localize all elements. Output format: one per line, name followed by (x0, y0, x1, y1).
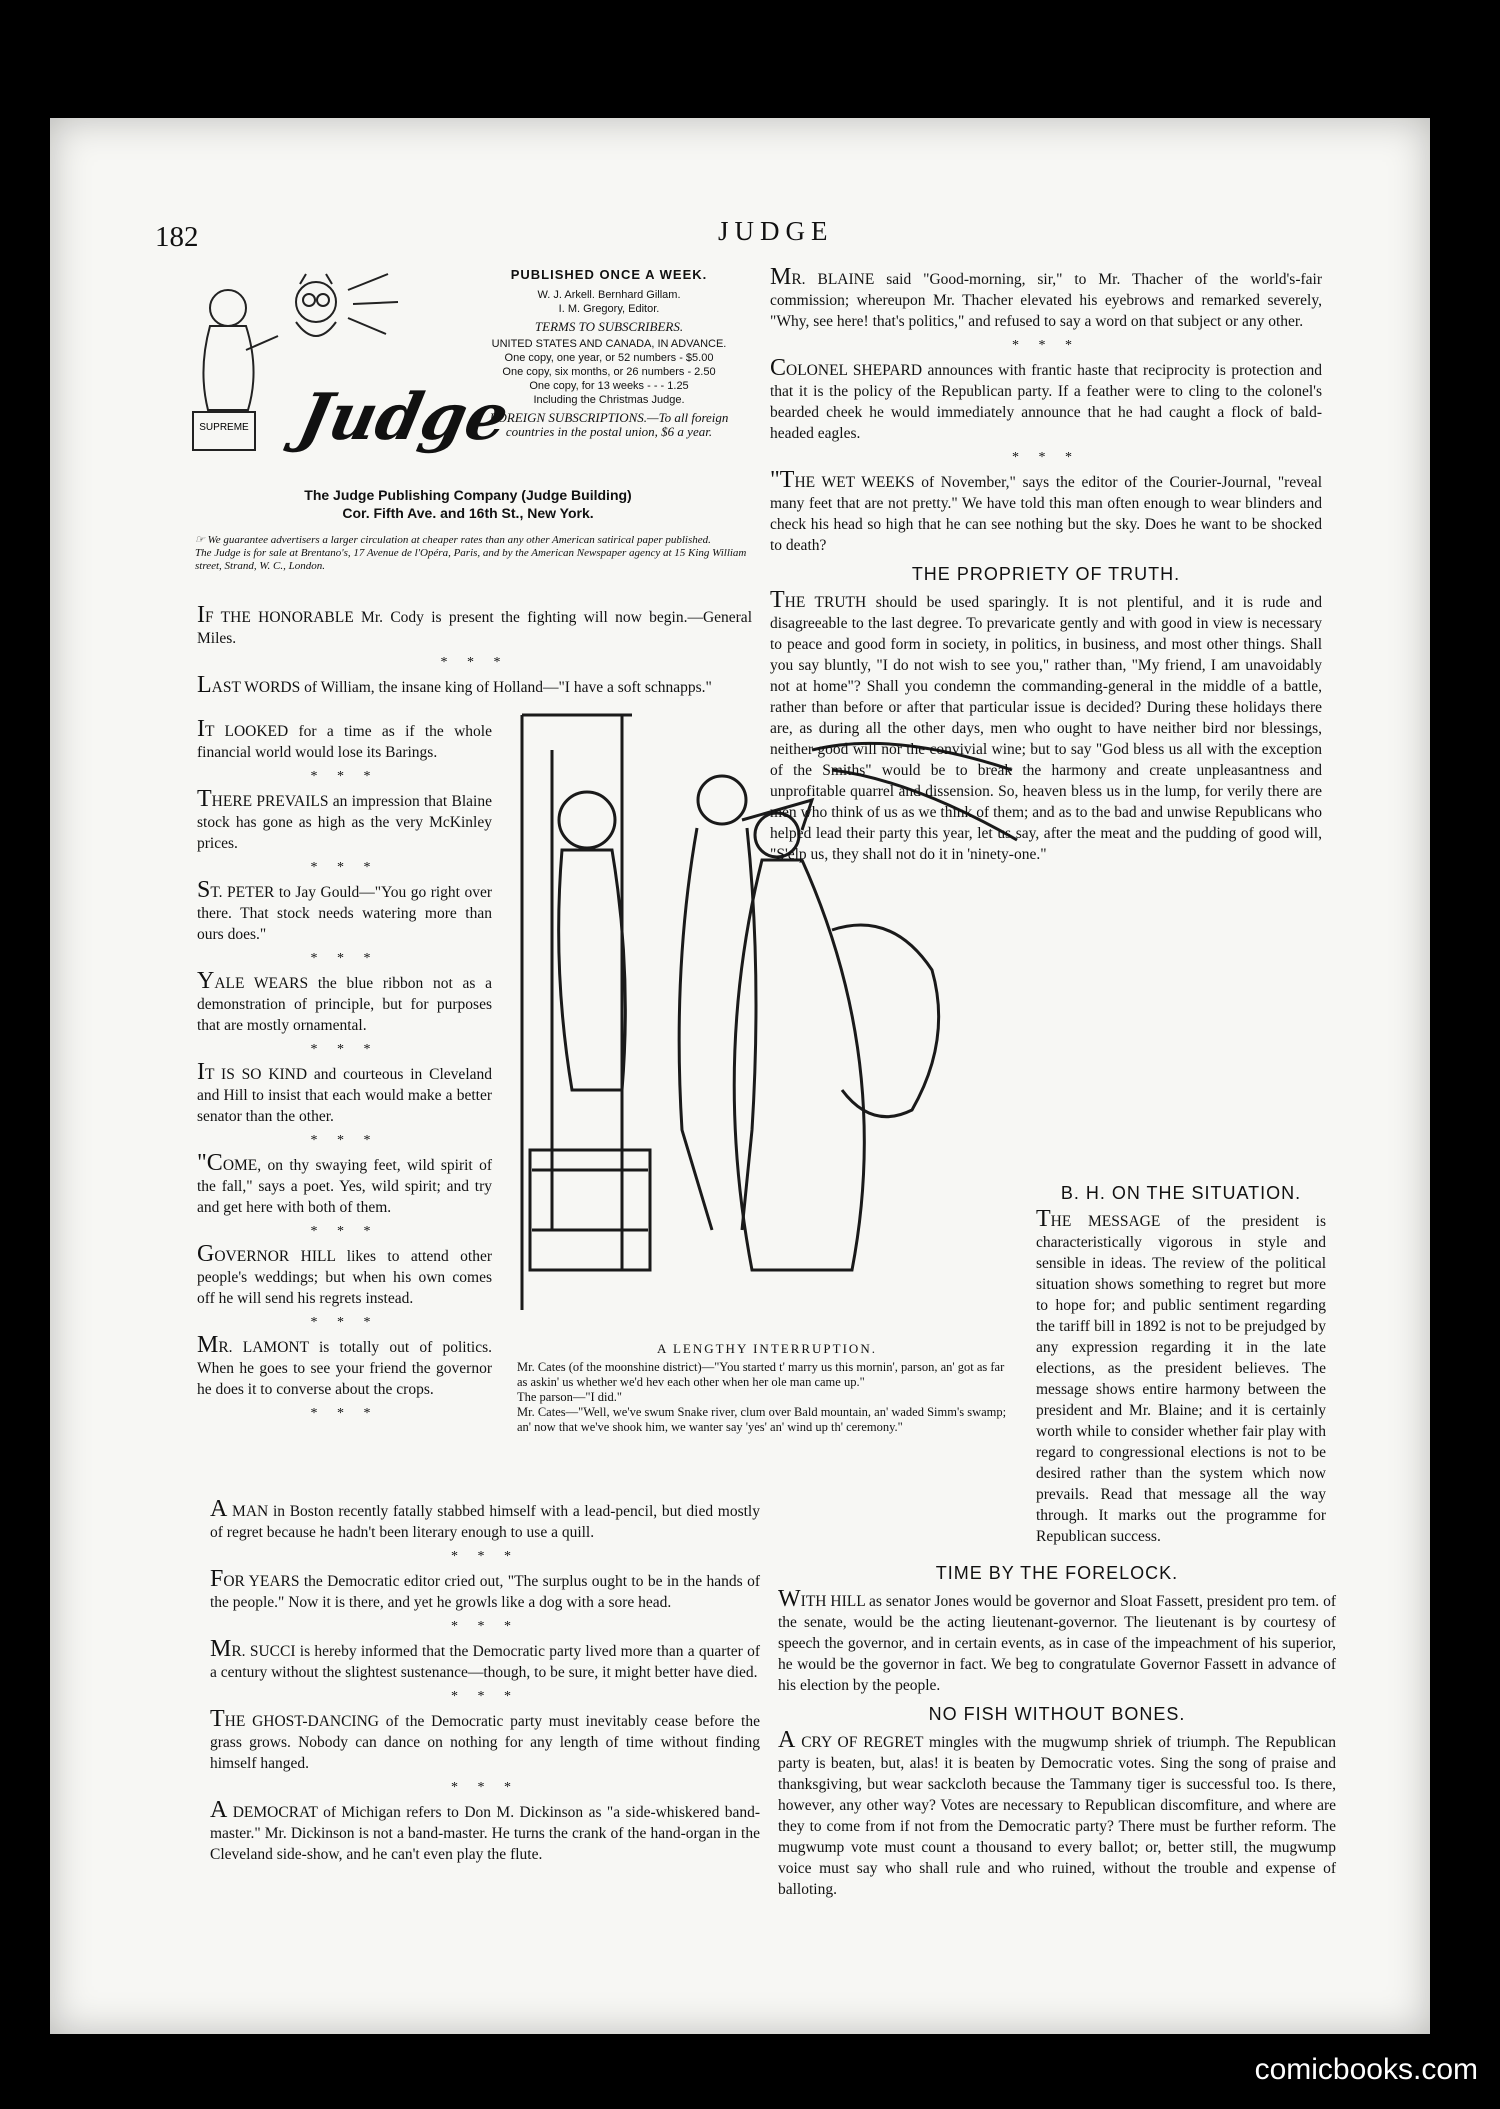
page-number: 182 (155, 221, 199, 253)
paragraph (210, 1636, 760, 1683)
paragraph-text: OLONEL SHEPARD announces with frantic haste that reciprocity is protection and that it is the policy of the Republican party. If a feather were to cling to the colonel's bearded cheek he would immediately announce that he had caught a flock of bald-headed eagles. (770, 362, 1322, 442)
separator-stars: * * * (310, 1224, 379, 1239)
rate-2: One copy, six months, or 26 numbers - 2.50 (502, 366, 716, 378)
paragraph-text: T IS SO KIND and courteous in Cleveland and Hill to insist that each would make a better senator than the other. (197, 1066, 492, 1125)
terms-region: UNITED STATES AND CANADA, IN ADVANCE. (491, 338, 727, 350)
paragraph (210, 1706, 760, 1774)
staff-line-1: W. J. Arkell. Bernhard Gillam. (537, 289, 681, 301)
caption-line-3: Mr. Cates—"Well, we've swum Snake river, clum over Bald mountain, an' waded Simm's swamp; an' now that we've shook him, we wanter say 'yes' an' wind up th' ceremony." (517, 1405, 1007, 1434)
right-column-bottom (778, 1555, 1336, 1906)
left-narrow-column (197, 716, 492, 1427)
paragraph-text: R. LAMONT is totally out of politics. When he goes to see your friend the governor he does it to converse about the crops. (197, 1339, 492, 1398)
company-address (198, 486, 738, 522)
drop-cap: F (210, 1566, 224, 1592)
publication-frequency: PUBLISHED ONCE A WEEK. (510, 267, 708, 282)
paragraph (770, 467, 1322, 556)
paragraph (197, 1150, 492, 1218)
logo-wordmark: Judge (292, 380, 516, 455)
company-name: The Judge Publishing Company (Judge Building) (304, 487, 632, 503)
paragraph (197, 877, 492, 945)
bottom-left-column (210, 1496, 760, 1871)
bh-heading: B. H. ON THE SITUATION. (1060, 1183, 1302, 1203)
separator-stars: * * * (1012, 338, 1080, 353)
publication-info (478, 268, 740, 442)
separator-stars: * * * (310, 1133, 379, 1148)
propriety-heading: THE PROPRIETY OF TRUTH. (911, 564, 1181, 584)
logo-box-label: SUPREME (199, 422, 249, 433)
separator-stars: * * * (310, 860, 379, 875)
bones-heading: NO FISH WITHOUT BONES. (928, 1704, 1186, 1724)
paragraph (778, 1727, 1336, 1900)
drop-cap: M (770, 264, 792, 290)
paragraph (197, 1241, 492, 1309)
separator-stars: * * * (310, 1042, 379, 1057)
separator-stars: * * * (310, 1406, 379, 1421)
paragraph-text: R. BLAINE said "Good-morning, sir," to Mr. Thacher of the world's-fair commission; whereupon Mr. Thacher elevated his eyebrows and remarked severely, "Why, see here! that's politics," and refused to say a word on that subject or any other. (770, 271, 1322, 330)
drop-cap: G (197, 1241, 215, 1267)
paragraph-text: HE WET WEEKS of November," says the editor of the Courier-Journal, "reveal many feet that are not pretty." We have told this man often enough to wear blinders and check his head so high that he can see nothing but the sky. Does he want to be shocked to death? (770, 474, 1322, 554)
drop-cap: "T (770, 467, 795, 493)
right-column-top (770, 264, 1322, 871)
drop-cap: T (770, 587, 785, 613)
paragraph-text: T. PETER to Jay Gould—"You go right over there. That stock needs watering more than ours does." (197, 884, 492, 943)
drop-cap: M (197, 1332, 219, 1358)
paragraph-text: DEMOCRAT of Michigan refers to Don M. Dickinson as "a side-whiskered band-master." Mr. Dickinson is not a band-master. He turns the crank of the hand-organ in the Cleveland side-show, and he can't even play the flute. (210, 1804, 760, 1863)
paragraph (770, 355, 1322, 444)
paragraph-text: HE GHOST-DANCING of the Democratic party must inevitably cease before the grass grows. Nobody can dance on nothing for any length of time without finding himself hanged. (210, 1713, 760, 1772)
paragraph (197, 1332, 492, 1400)
drop-cap: T (197, 786, 212, 812)
drop-cap: T (210, 1706, 225, 1732)
paragraph-text: OR YEARS the Democratic editor cried out, "The surplus ought to be in the hands of the people." Now it is there, and yet he growls like a dog with a sore head. (210, 1573, 760, 1611)
separator-stars: * * * (310, 769, 379, 784)
drop-cap: W (778, 1586, 801, 1612)
drop-cap: I (197, 602, 205, 628)
paragraph-text: OVERNOR HILL likes to attend other people's weddings; but when his own comes off he will send his regrets instead. (197, 1248, 492, 1307)
caption-line-1: Mr. Cates (of the moonshine district)—"You started t' marry us this mornin', parson, an' got as far as askin' us whether we'd hev each other when her ole man came up." (517, 1360, 1005, 1389)
paragraph (197, 602, 752, 649)
drop-cap: A (210, 1797, 228, 1823)
drop-cap: A (210, 1496, 228, 1522)
paragraph-text: HE MESSAGE of the president is characteristically vigorous in style and sensible in ideas. The review of the political situation shows something to regret but more to hope for; and public sentiment regarding the tariff bill in 1892 is not to be prejudged by any expression regarding it in the late elections, as the president believes. The message shows entire harmony between the president and Mr. Blaine; and it is certainly worth while to consider whether fair play with regard to congressional elections is not to be desired rather than the system which now prevails. Read that message all the way through. It marks out the programme for Republican success. (1036, 1213, 1326, 1545)
paragraph (770, 264, 1322, 332)
right-narrow-column (1036, 1175, 1326, 1553)
paragraph (770, 587, 1322, 865)
paragraph (778, 1586, 1336, 1696)
paragraph (197, 1059, 492, 1127)
rate-1: One copy, one year, or 52 numbers - $5.00 (504, 352, 714, 364)
paragraph (197, 672, 752, 698)
forelock-heading: TIME BY THE FORELOCK. (935, 1563, 1179, 1583)
separator-stars: * * * (451, 1619, 519, 1634)
drop-cap: "C (197, 1150, 223, 1176)
paragraph-text: ALE WEARS the blue ribbon not as a demonstration of principle, but for purposes that are mostly ornamental. (197, 975, 492, 1034)
separator-stars: * * * (310, 951, 379, 966)
drop-cap: I (197, 1059, 205, 1085)
paragraph (197, 968, 492, 1036)
company-street: Cor. Fifth Ave. and 16th St., New York. (342, 505, 594, 521)
paragraph (210, 1566, 760, 1613)
paragraph-text: OME, on thy swaying feet, wild spirit of the fall," says a poet. Yes, wild spirit; and try and get here with both of them. (197, 1157, 492, 1216)
paragraph-text: ITH HILL as senator Jones would be governor and Sloat Fassett, president pro tem. of the senate, would be the acting lieutenant-governor. The lieutenant is by courtesy of speech the governor, and in certain events, as in case of the impeachment of his superior, he would be the governor in fact. We beg to congratulate Governor Fassett in advance of his election by the people. (778, 1593, 1336, 1694)
paragraph-text: HERE PREVAILS an impression that Blaine stock has gone as high as the very McKinley prices. (197, 793, 492, 852)
paragraph (197, 786, 492, 854)
illustration-caption (517, 1341, 1017, 1435)
drop-cap: T (1036, 1206, 1051, 1232)
watermark: comicbooks.com (1254, 2053, 1478, 2086)
terms-title: TERMS TO SUBSCRIBERS. (534, 319, 684, 334)
drop-cap: L (197, 672, 212, 698)
sale-note: The Judge is for sale at Brentano's, 17 Avenue de l'Opéra, Paris, and by the American Newspaper agency at 15 King William street, Strand, W. C., London. (195, 547, 747, 572)
paragraph (210, 1797, 760, 1865)
paragraph (1036, 1206, 1326, 1547)
paragraph (197, 716, 492, 763)
separator-stars: * * * (451, 1780, 519, 1795)
paragraph-text: F THE HONORABLE Mr. Cody is present the fighting will now begin.—General Miles. (197, 609, 752, 647)
masthead: JUDGE (718, 216, 834, 246)
left-column (197, 602, 752, 704)
illustration-title: A LENGTHY INTERRUPTION. (657, 1341, 877, 1356)
foreign-subscriptions: FOREIGN SUBSCRIPTIONS.—To all foreign countries in the postal union, $6 a year. (489, 410, 729, 439)
drop-cap: M (210, 1636, 232, 1662)
separator-stars: * * * (440, 655, 509, 670)
drop-cap: C (770, 355, 787, 381)
separator-stars: * * * (1012, 450, 1080, 465)
paragraph-text: HE TRUTH should be used sparingly. It is not plentiful, and it is rude and disagreeable to the last degree. To prevaricate gently and with good in view is necessary to peace and good form in society, in politics, in business, and most other things. Shall you say bluntly, "I do not wish to see you," rather than, "My friend, I am unavoidably not at home"? Shall you condemn the commanding-general in the middle of a battle, rather than before or after that particular issue is decided? During these holidays there are, as during all the other days, men who ought to have neither bird nor blessings, neither good will nor the convivial wine; but to say "God bless us all with the exception of the Smiths" would be to break the harmony and create unpleasantness and unprofitable quarrel and dissension. So, heaven bless us in the lump, for verily there are men who think of us as we think of them; and as to the bad and unwise Republicans who helped lead their party this year, let us say, after the meat and the pudding of good will, "S'elp us, they shall not do it in 'ninety-one." (770, 594, 1322, 863)
drop-cap: A (778, 1727, 796, 1753)
rate-3: One copy, for 13 weeks - - - 1.25 (529, 380, 689, 392)
paragraph (210, 1496, 760, 1543)
drop-cap: I (197, 716, 205, 742)
separator-stars: * * * (451, 1689, 519, 1704)
separator-stars: * * * (310, 1315, 379, 1330)
rate-4: Including the Christmas Judge. (533, 394, 685, 406)
staff-line-2: I. M. Gregory, Editor. (558, 303, 660, 315)
drop-cap: S (197, 877, 211, 903)
separator-stars: * * * (451, 1549, 519, 1564)
paragraph-text: CRY OF REGRET mingles with the mugwump shriek of triumph. The Republican party is beaten, but, alas! it is beaten by Democratic votes. Sing the song of praise and thanksgiving, but wear sackcloth because the Tammany tiger is successful too. Is there, however, any other way? Votes are necessary to Republican discomfiture, and where are they to come from if not from the Democratic party? There must be further reform. The mugwump vote must count a thousand to every ballot; or, better still, the mugwump voice must say who shall rule and who ruined, without the trouble and expense of balloting. (778, 1734, 1336, 1898)
paragraph-text: MAN in Boston recently fatally stabbed himself with a lead-pencil, but died mostly of regret because he hadn't been literary enough to use a quill. (210, 1503, 760, 1541)
drop-cap: Y (197, 968, 215, 994)
paragraph-text: AST WORDS of William, the insane king of Holland—"I have a soft schnapps." (211, 679, 712, 696)
paragraph-text: R. SUCCI is hereby informed that the Democratic party lived more than a quarter of a century without the slightest sustenance—though, to be sure, it might better have died. (210, 1643, 760, 1681)
guarantee-note: ☞ We guarantee advertisers a larger circulation at cheaper rates than any other American satirical paper published. (195, 534, 711, 546)
paragraph-text: T LOOKED for a time as if the whole financial world would lose its Barings. (197, 723, 492, 761)
publisher-notes (195, 534, 750, 573)
caption-line-2: The parson—"I did." (517, 1390, 622, 1404)
